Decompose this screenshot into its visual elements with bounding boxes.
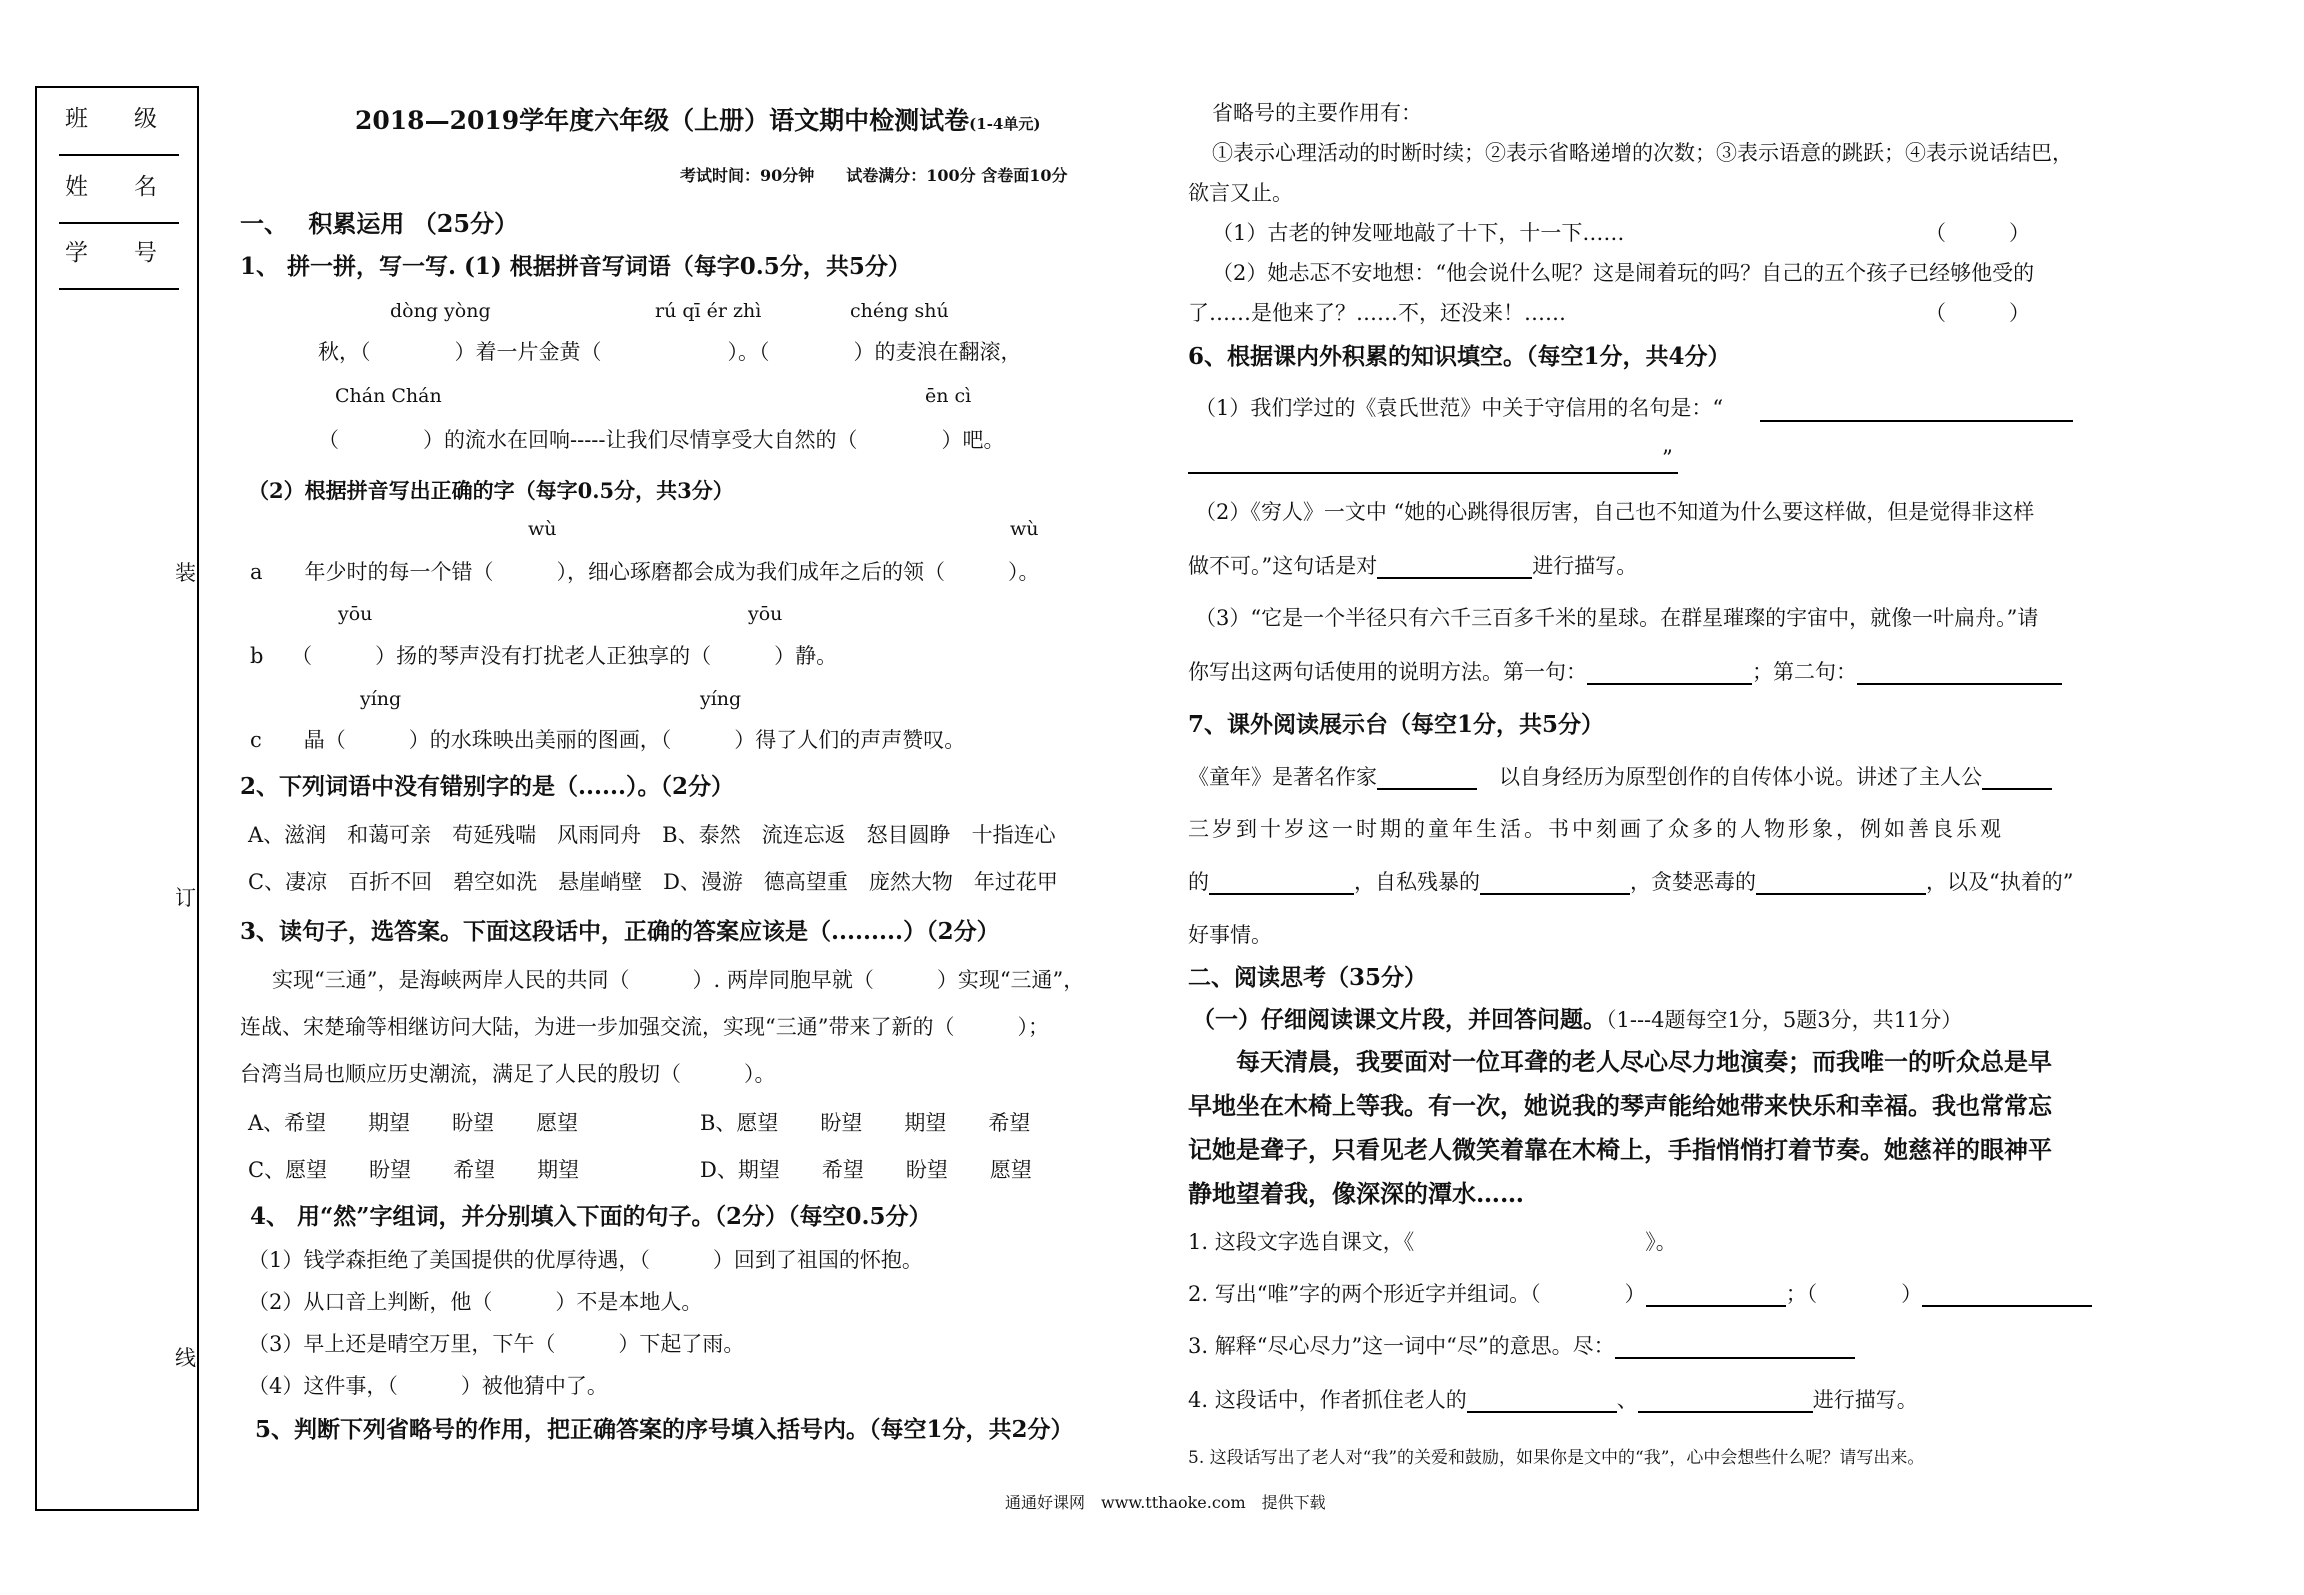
q3-passage: 台湾当局也顺应历史潮流，满足了人民的殷切（ ）。 (240, 1062, 776, 1086)
q5-answer-2[interactable]: （ ） (1925, 301, 2030, 325)
q6-item-2-cont: 做不可。”这句话是对 进行描写。 (1188, 554, 1638, 578)
reading-1-title: （一）仔细阅读课文片段，并回答问题。（1---4题每空1分，5题3分，共11分） (1192, 1006, 1963, 1033)
student-id-label: 学 号 (65, 240, 157, 266)
q4-title: 4、 用“然”字组词，并分别填入下面的句子。（2分）（每空0.5分） (250, 1203, 932, 1230)
reading-q3: 3. 解释“尽心尽力”这一词中“尽”的意思。尽： (1188, 1336, 1855, 1359)
exam-title: 2018—2019学年度六年级（上册）语文期中检测试卷(1-4单元) (355, 106, 1041, 135)
reading-q1: 1. 这段文字选自课文，《 》。 (1188, 1230, 1677, 1254)
footer-source: 通通好课网 www.tthaoke.com 提供下载 (1005, 1493, 1326, 1512)
q6-blank-1-cont[interactable] (1188, 472, 1678, 474)
binding-mark-zhuang: 装 (175, 561, 196, 585)
q1-line1: 秋，（ ）着一片金黄（ ）。（ ）的麦浪在翻滚， (318, 340, 1022, 364)
pinyin: yōu (338, 603, 373, 625)
reading-q4: 4. 这段话中，作者抓住老人的 、 进行描写。 (1188, 1388, 1918, 1412)
q6-item-2: （2）《穷人》一文中 “她的心跳得很厉害，自己也不知道为什么要这样做，但是觉得非这样 (1195, 500, 2035, 524)
reading-q2-blank-2[interactable] (1922, 1284, 2092, 1307)
q5-item-2: （2）她忐忑不安地想：“他会说什么呢？这是闹着玩的吗？自己的五个孩子已经够他受的 (1212, 261, 2035, 285)
q6-blank-3[interactable] (1587, 662, 1752, 685)
q5-functions: ①表示心理活动的时断时续；②表示省略递增的次数；③表示语意的跳跃；④表示说话结巴， (1212, 141, 2073, 165)
reading-q3-blank[interactable] (1615, 1336, 1855, 1359)
q4-item: （1）钱学森拒绝了美国提供的优厚待遇，（ ）回到了祖国的怀抱。 (248, 1248, 923, 1272)
q5-intro: 省略号的主要作用有： (1212, 101, 1422, 125)
q4-item: （4）这件事，（ ）被他猜中了。 (248, 1374, 608, 1398)
q1-item-c: c 晶（ ）的水珠映出美丽的图画，（ ）得了人们的声声赞叹。 (250, 728, 966, 752)
q6-item-3-cont: 你写出这两句话使用的说明方法。第一句： ；第二句： (1188, 662, 2062, 685)
q7-line2: 三岁到十岁这一时期的童年生活。书中刻画了众多的人物形象，例如善良乐观 (1188, 817, 2004, 841)
q6-item-1: （1）我们学过的《袁氏世范》中关于守信用的名句是：“ (1195, 396, 1724, 420)
binding-sidebar (35, 86, 199, 1511)
q3-passage: 连战、宋楚瑜等相继访问大陆，为进一步加强交流，实现“三通”带来了新的（ ）； (240, 1015, 1049, 1039)
binding-mark-xian: 线 (175, 1346, 196, 1370)
exam-info: 考试时间：90分钟 试卷满分：100分 含卷面10分 (680, 166, 1068, 185)
reading-q4-blank-2[interactable] (1638, 1390, 1813, 1413)
pinyin: rú qī ér zhì (655, 300, 762, 322)
reading-q2: 2. 写出“唯”字的两个形近字并组词。（ ） ；（ ） (1188, 1284, 2092, 1307)
class-label: 班 级 (65, 106, 157, 132)
q6-blank-2[interactable] (1377, 556, 1532, 579)
reading-passage: 记她是聋子，只看见老人微笑着靠在木椅上，手指悄悄打着节奏。她慈祥的眼神平 (1188, 1135, 2052, 1164)
q2-options-cd: C、凄凉 百折不回 碧空如洗 悬崖峭壁 D、漫游 德高望重 庞然大物 年过花甲 (248, 870, 1058, 894)
q1-item-b: b （ ）扬的琴声没有打扰老人正独享的（ ）静。 (250, 644, 838, 668)
q3-option-c: C、愿望 盼望 希望 期望 (248, 1158, 580, 1182)
binding-mark-ding: 订 (175, 886, 196, 910)
reading-q4-blank-1[interactable] (1467, 1390, 1617, 1413)
q5-item-2-cont: 了……是他来了？……不，还没来！…… (1188, 301, 1566, 325)
pinyin: ēn cì (925, 385, 972, 407)
pinyin: chéng shú (850, 300, 949, 322)
q3-passage: 实现“三通”，是海峡两岸人民的共同（ ）. 两岸同胞早就（ ）实现“三通”， (272, 968, 1085, 992)
q5-title: 5、判断下列省略号的作用，把正确答案的序号填入括号内。（每空1分，共2分） (255, 1416, 1074, 1443)
pinyin: Chán Chán (335, 385, 442, 407)
class-field[interactable] (59, 154, 179, 156)
q7-title: 7、课外阅读展示台（每空1分，共5分） (1188, 711, 1605, 738)
reading-passage: 静地望着我，像深深的潭水…… (1188, 1179, 1524, 1208)
reading-q2-blank-1[interactable] (1646, 1284, 1786, 1307)
q3-title: 3、读句子，选答案。下面这段话中，正确的答案应该是（.........）（2分） (240, 918, 1000, 945)
q7-blank-author[interactable] (1377, 767, 1477, 790)
student-id-field[interactable] (59, 288, 179, 290)
q3-option-b: B、愿望 盼望 期望 希望 (700, 1111, 1031, 1135)
q5-item-1: （1）古老的钟发哑地敲了十下，十一下…… (1212, 221, 1625, 245)
q1-item-a: a 年少时的每一个错（ ），细心琢磨都会成为我们成年之后的领（ ）。 (250, 560, 1040, 584)
reading-passage: 每天清晨，我要面对一位耳聋的老人尽心尽力地演奏；而我唯一的听众总是早 (1188, 1047, 2052, 1076)
q4-item: （2）从口音上判断，他（ ）不是本地人。 (248, 1290, 703, 1314)
q5-answer-1[interactable]: （ ） (1925, 221, 2030, 245)
q7-blank-protagonist[interactable] (1982, 767, 2052, 790)
pinyin: wù (528, 518, 557, 540)
pinyin: wù (1010, 518, 1039, 540)
q3-option-a: A、希望 期望 盼望 愿望 (248, 1111, 579, 1135)
q6-blank-4[interactable] (1857, 662, 2062, 685)
q4-item: （3）早上还是晴空万里，下午（ ）下起了雨。 (248, 1332, 745, 1356)
q2-options-ab: A、滋润 和蔼可亲 苟延残喘 风雨同舟 B、泰然 流连忘返 怒目圆睁 十指连心 (248, 823, 1056, 847)
q1-title: 1、 拼一拼，写一写. (1) 根据拼音写词语（每字0.5分，共5分） (240, 253, 911, 280)
reading-q5: 5. 这段话写出了老人对“我”的关爱和鼓励，如果你是文中的“我”，心中会想些什么呢？请写出来。 (1188, 1448, 1925, 1468)
q6-blank-1[interactable] (1760, 420, 2073, 422)
pinyin: dòng yòng (390, 300, 491, 322)
q5-functions-cont: 欲言又止。 (1188, 181, 1293, 205)
q1-line2: （ ）的流水在回响-----让我们尽情享受大自然的（ ）吧。 (318, 428, 1005, 452)
pinyin: yōu (748, 603, 783, 625)
q6-title: 6、根据课内外积累的知识填空。（每空1分，共4分） (1188, 343, 1731, 370)
pinyin: yíng (700, 688, 742, 710)
name-label: 姓 名 (65, 174, 157, 200)
pinyin: yíng (360, 688, 402, 710)
section-2-title: 二、阅读思考（35分） (1188, 964, 1428, 991)
section-1-title: 一、 积累运用 （25分） (240, 209, 519, 238)
q7-blank-character-2[interactable] (1480, 872, 1630, 895)
name-field[interactable] (59, 222, 179, 224)
q6-item-3: （3）“它是一个半径只有六千三百多千米的星球。在群星璀璨的宇宙中，就像一叶扁舟。”请 (1195, 606, 2039, 630)
q7-blank-character-1[interactable] (1209, 872, 1354, 895)
q7-blank-character-3[interactable] (1756, 872, 1926, 895)
q7-line4: 好事情。 (1188, 923, 1272, 947)
q3-option-d: D、期望 希望 盼望 愿望 (700, 1158, 1032, 1182)
q7-line1: 《童年》是著名作家 以自身经历为原型创作的自传体小说。讲述了主人公 (1188, 767, 2052, 790)
q7-line3: 的 ，自私残暴的 ，贪婪恶毒的 ，以及“执着的” (1188, 870, 2074, 894)
q2-title: 2、下列词语中没有错别字的是（......）。（2分） (240, 773, 735, 800)
close-quote: ” (1662, 446, 1673, 470)
q1-sub2-title: （2）根据拼音写出正确的字（每字0.5分，共3分） (248, 478, 734, 503)
reading-passage: 早地坐在木椅上等我。有一次，她说我的琴声能给她带来快乐和幸福。我也常常忘 (1188, 1091, 2052, 1120)
